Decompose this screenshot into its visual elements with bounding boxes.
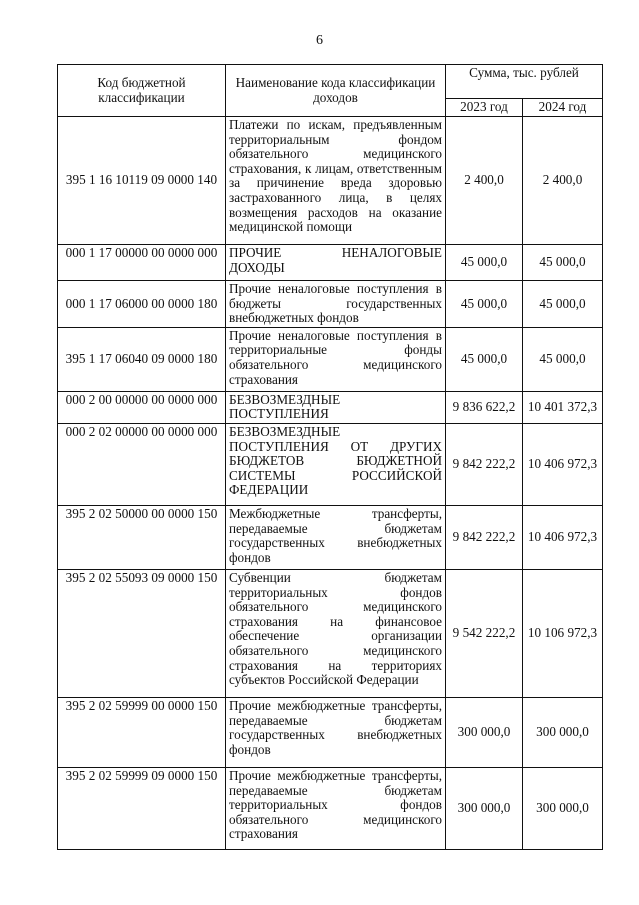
- row-name: Прочие неналоговые поступления в территориальные фонды обязательного медицинского страхования: [226, 327, 446, 391]
- row-code: 395 2 02 50000 00 0000 150: [58, 505, 226, 569]
- table-row: [58, 697, 603, 767]
- header-sum: Сумма, тыс. рублей: [446, 65, 603, 99]
- row-code: 000 1 17 06000 00 0000 180: [58, 281, 226, 328]
- row-value-2024: 45 000,0: [523, 281, 603, 328]
- table-row: [58, 117, 603, 245]
- header-code: Код бюджетной классификации: [58, 65, 226, 117]
- header-year-2023: 2023 год: [446, 99, 523, 117]
- row-value-2023: 2 400,0: [446, 117, 523, 245]
- row-code: 000 1 17 00000 00 0000 000: [58, 245, 226, 281]
- row-value-2023: 9 836 622,2: [446, 391, 523, 423]
- table-row: [58, 767, 603, 849]
- table-row: [58, 569, 603, 697]
- row-value-2024: 10 401 372,3: [523, 391, 603, 423]
- row-code: 000 2 00 00000 00 0000 000: [58, 391, 226, 423]
- row-value-2024: 10 406 972,3: [523, 423, 603, 505]
- header-name: Наименование кода классификации доходов: [226, 65, 446, 117]
- row-value-2024: 10 106 972,3: [523, 569, 603, 697]
- row-value-2023: 300 000,0: [446, 697, 523, 767]
- row-value-2023: 9 542 222,2: [446, 569, 523, 697]
- budget-table: [57, 64, 603, 850]
- row-value-2023: 9 842 222,2: [446, 505, 523, 569]
- row-value-2024: 300 000,0: [523, 697, 603, 767]
- row-code: 395 2 02 55093 09 0000 150: [58, 569, 226, 697]
- row-name: Прочие межбюджетные трансферты, передаваемые бюджетам территориальных фондов обязательного медицинского страхования: [226, 767, 446, 849]
- row-value-2023: 45 000,0: [446, 245, 523, 281]
- row-name: Прочие межбюджетные трансферты, передаваемые бюджетам государственных внебюджетных фондов: [226, 697, 446, 767]
- page-number: 6: [316, 33, 323, 48]
- row-value-2023: 45 000,0: [446, 327, 523, 391]
- row-value-2023: 45 000,0: [446, 281, 523, 328]
- row-value-2024: 300 000,0: [523, 767, 603, 849]
- table-row: [58, 505, 603, 569]
- table-row: [58, 391, 603, 423]
- row-name: БЕЗВОЗМЕЗДНЫЕ ПОСТУПЛЕНИЯ: [226, 391, 446, 423]
- row-value-2024: 45 000,0: [523, 327, 603, 391]
- row-value-2024: 2 400,0: [523, 117, 603, 245]
- row-value-2023: 300 000,0: [446, 767, 523, 849]
- row-name: Межбюджетные трансферты, передаваемые бюджетам государственных внебюджетных фондов: [226, 505, 446, 569]
- row-code: 395 2 02 59999 00 0000 150: [58, 697, 226, 767]
- row-name: ПРОЧИЕ НЕНАЛОГОВЫЕ ДОХОДЫ: [226, 245, 446, 281]
- row-code: 395 2 02 59999 09 0000 150: [58, 767, 226, 849]
- row-value-2024: 10 406 972,3: [523, 505, 603, 569]
- row-code: 395 1 16 10119 09 0000 140: [58, 117, 226, 245]
- row-name: Прочие неналоговые поступления в бюджеты государственных внебюджетных фондов: [226, 281, 446, 328]
- row-value-2023: 9 842 222,2: [446, 423, 523, 505]
- row-code: 000 2 02 00000 00 0000 000: [58, 423, 226, 505]
- table-row: [58, 327, 603, 391]
- table-row: [58, 281, 603, 328]
- header-year-2024: 2024 год: [523, 99, 603, 117]
- row-name: Платежи по искам, предъявленным территориальным фондом обязательного медицинского страхования, к лицам, ответственным за причинение вреда здоровью застрахованного лица, в целях возмещения расходов на оказание медицинской помощи: [226, 117, 446, 245]
- row-name: Субвенции бюджетам территориальных фондов обязательного медицинского страхования на финансовое обеспечение организации обязательного медицинского страхования на территориях субъектов Российской Федерации: [226, 569, 446, 697]
- table-row: [58, 423, 603, 505]
- row-name: БЕЗВОЗМЕЗДНЫЕ ПОСТУПЛЕНИЯ ОТ ДРУГИХ БЮДЖЕТОВ БЮДЖЕТНОЙ СИСТЕМЫ РОССИЙСКОЙ ФЕДЕРАЦИИ: [226, 423, 446, 505]
- row-code: 395 1 17 06040 09 0000 180: [58, 327, 226, 391]
- row-value-2024: 45 000,0: [523, 245, 603, 281]
- table-row: [58, 245, 603, 281]
